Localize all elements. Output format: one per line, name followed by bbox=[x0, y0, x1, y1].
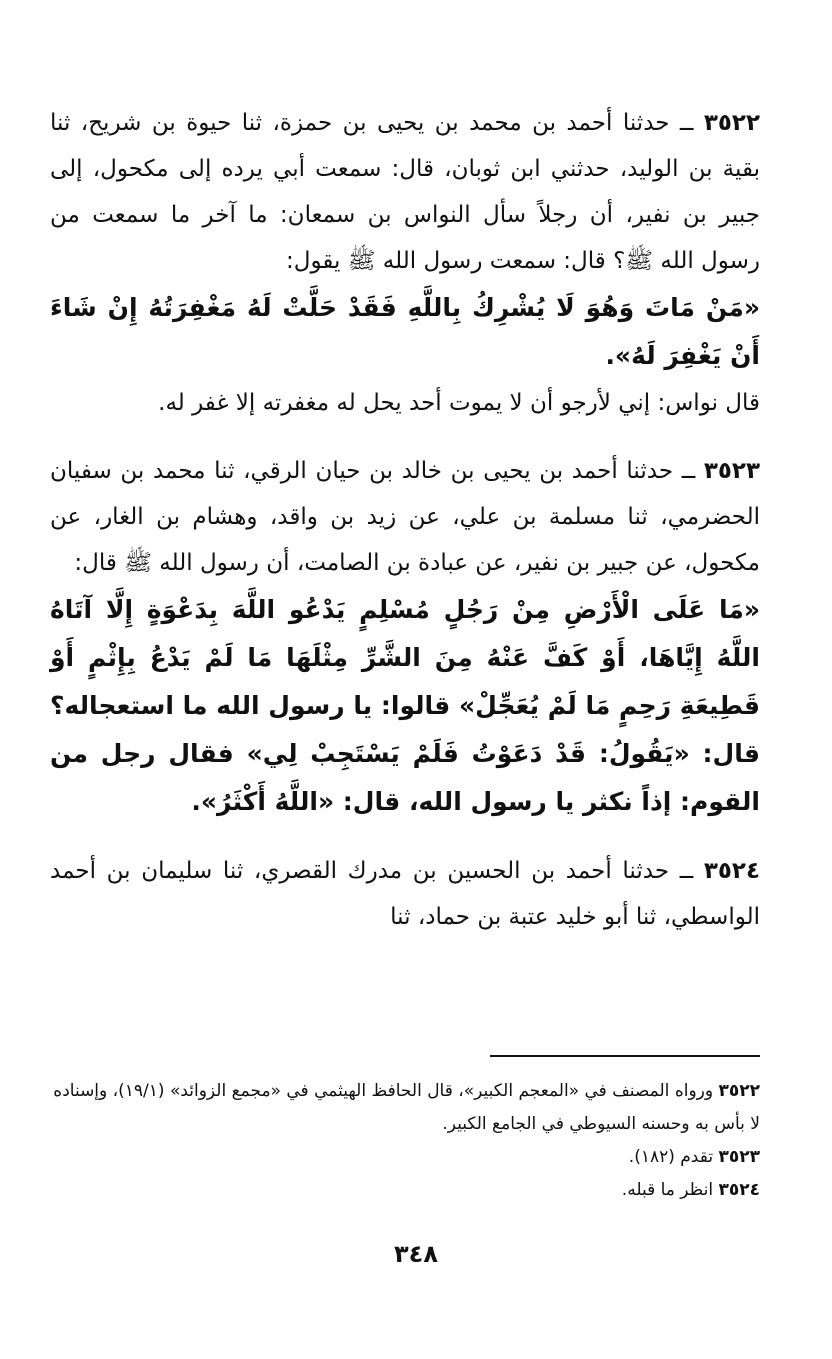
hadith-3522-matn: «مَنْ مَاتَ وَهُوَ لَا يُشْرِكُ بِاللَّهِ فَقَدْ حَلَّتْ لَهُ مَغْفِرَتُهُ إِنْ شَاءَ أَنْ يَغْفِرَ لَهُ». bbox=[50, 293, 760, 370]
footnote-3523 bbox=[50, 1141, 760, 1174]
hadith-3524-isnad bbox=[50, 848, 760, 940]
footnote-text: ورواه المصنف في «المعجم الكبير»، قال الحافظ الهيثمي في «مجمع الزوائد» (١٩/١)، وإسناده لا بأس به وحسنه السيوطي في الجامع الكبير. bbox=[53, 1081, 760, 1134]
page-body bbox=[50, 100, 760, 940]
hadith-3524-isnad-text: ــ حدثنا أحمد بن الحسين بن مدرك القصري، ثنا سليمان بن أحمد الواسطي، ثنا أبو خليد عتبة بن حماد، ثنا bbox=[50, 858, 760, 930]
footnote-number: ٣٥٢٢ bbox=[718, 1081, 760, 1101]
page-number: ٣٤٨ bbox=[394, 1240, 438, 1268]
footnote-text: انظر ما قبله. bbox=[621, 1180, 719, 1200]
hadith-3524-number: ٣٥٢٤ bbox=[703, 858, 760, 884]
hadith-3523-number: ٣٥٢٣ bbox=[703, 458, 760, 484]
footnote-divider bbox=[490, 1055, 760, 1057]
hadith-3522-number: ٣٥٢٢ bbox=[703, 110, 760, 136]
hadith-3523-isnad-text: ــ حدثنا أحمد بن يحيى بن خالد بن حيان الرقي، ثنا محمد بن سفيان الحضرمي، ثنا مسلمة بن علي، عن زيد بن واقد، وهشام بن الغار، عن مكحول، عن جبير بن نفير، عن عبادة بن الصامت، أن رسول الله ﷺ قال: bbox=[50, 458, 760, 576]
footnote-text: تقدم (١٨٢). bbox=[628, 1147, 719, 1167]
hadith-3522-comment: قال نواس: إني لأرجو أن لا يموت أحد يحل له مغفرته إلا غفر له. bbox=[158, 390, 760, 416]
hadith-3523-matn: «مَا عَلَى الْأَرْضِ مِنْ رَجُلٍ مُسْلِمٍ يَدْعُو اللَّهَ بِدَعْوَةٍ إِلَّا آتَاهُ اللَّهُ إِيَّاهَا، أَوْ كَفَّ عَنْهُ مِنَ الشَّرِّ مِثْلَهَا مَا لَمْ يَدْعُ بِإِثْمٍ أَوْ قَطِيعَةِ رَحِمٍ مَا لَمْ يُعَجِّلْ» قالوا: يا رسول الله ما استعجاله؟ قال: «يَقُولُ: قَدْ دَعَوْتُ فَلَمْ يَسْتَجِبْ لِي» فقال رجل من القوم: إذاً نكثر يا رسول الله، قال: «اللَّهُ أَكْثَرُ». bbox=[50, 595, 760, 816]
hadith-3522-isnad-text: ــ حدثنا أحمد بن محمد بن يحيى بن حمزة، ثنا حيوة بن شريح، ثنا بقية بن الوليد، حدثني ابن ثوبان، قال: سمعت أبي يرده إلى مكحول، إلى جبير بن نفير، أن رجلاً سأل النواس بن سمعان: ما آخر ما سمعت من رسول الله ﷺ؟ قال: سمعت رسول الله ﷺ يقول: bbox=[50, 110, 760, 274]
footnote-number: ٣٥٢٣ bbox=[718, 1147, 760, 1167]
hadith-3523-isnad bbox=[50, 448, 760, 586]
footnote-3522 bbox=[50, 1075, 760, 1141]
footnotes bbox=[50, 1075, 760, 1207]
footnote-number: ٣٥٢٤ bbox=[718, 1180, 760, 1200]
footnote-3524 bbox=[50, 1174, 760, 1207]
hadith-3522-isnad bbox=[50, 100, 760, 284]
